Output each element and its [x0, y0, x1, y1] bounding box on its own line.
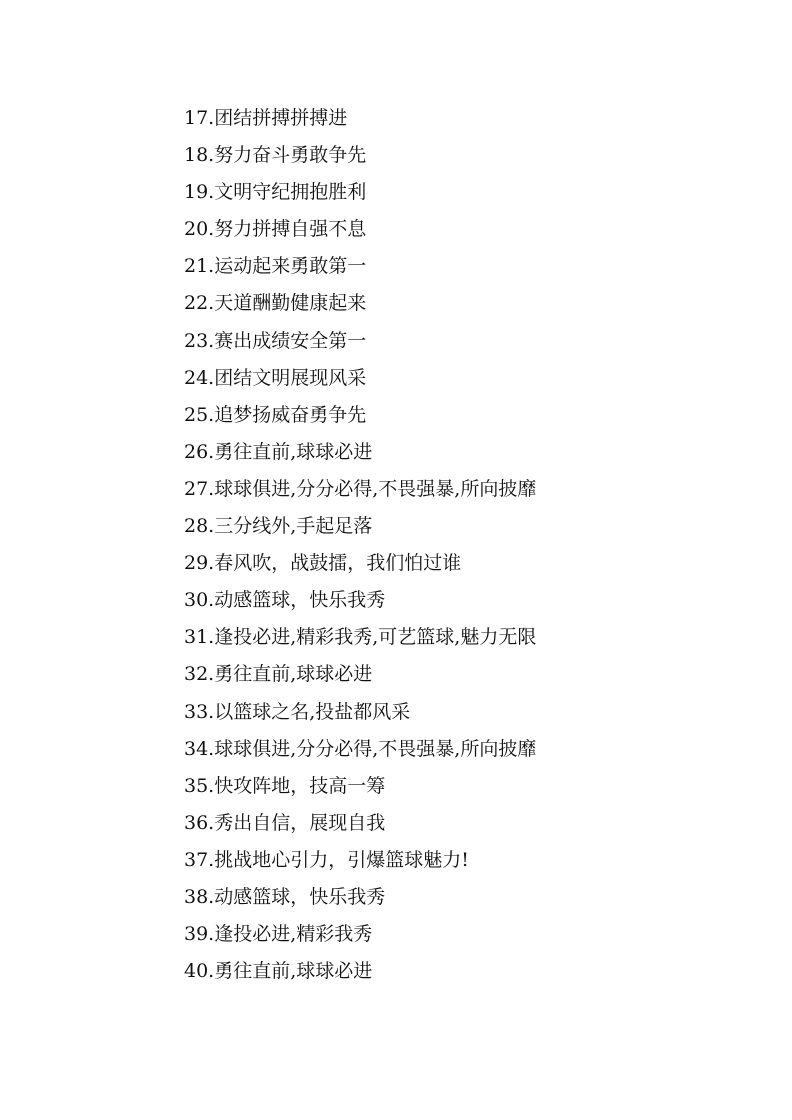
slogan-line: 25.追梦扬威奋勇争先 — [184, 403, 367, 426]
slogan-line: 33.以篮球之名,投盐都风采 — [184, 700, 411, 723]
slogan-line: 22.天道酬勤健康起来 — [184, 292, 367, 315]
slogan-line: 30.动感篮球，快乐我秀 — [184, 589, 386, 612]
slogan-line: 40.勇往直前,球球必进 — [184, 960, 373, 983]
slogan-list — [184, 100, 536, 990]
slogan-line: 31.逢投必进,精彩我秀,可艺篮球,魅力无限 — [184, 626, 537, 649]
slogan-line: 20.努力拼搏自强不息 — [184, 218, 367, 241]
slogan-line: 23.赛出成绩安全第一 — [184, 329, 367, 352]
slogan-line: 28.三分线外,手起足落 — [184, 515, 373, 538]
slogan-line: 29.春风吹，战鼓擂，我们怕过谁 — [184, 552, 462, 575]
slogan-line: 24.团结文明展现风采 — [184, 366, 367, 389]
slogan-line: 21.运动起来勇敢第一 — [184, 255, 367, 278]
slogan-line: 32.勇往直前,球球必进 — [184, 663, 373, 686]
slogan-line: 38.动感篮球，快乐我秀 — [184, 885, 386, 908]
slogan-line: 36.秀出自信，展现自我 — [184, 811, 386, 834]
slogan-line: 18.努力奋斗勇敢争先 — [184, 144, 367, 167]
slogan-line: 26.勇往直前,球球必进 — [184, 440, 373, 463]
slogan-line: 27.球球俱进,分分必得,不畏强暴,所向披靡 — [184, 477, 537, 500]
slogan-line: 35.快攻阵地，技高一筹 — [184, 774, 386, 797]
slogan-line: 17.团结拼搏拼搏进 — [184, 107, 348, 129]
slogan-line: 34.球球俱进,分分必得,不畏强暴,所向披靡 — [184, 737, 537, 760]
slogan-line: 19.文明守纪拥抱胜利 — [184, 181, 367, 204]
slogan-line: 37.挑战地心引力，引爆篮球魅力! — [184, 848, 469, 871]
slogan-line: 39.逢投必进,精彩我秀 — [184, 923, 373, 946]
